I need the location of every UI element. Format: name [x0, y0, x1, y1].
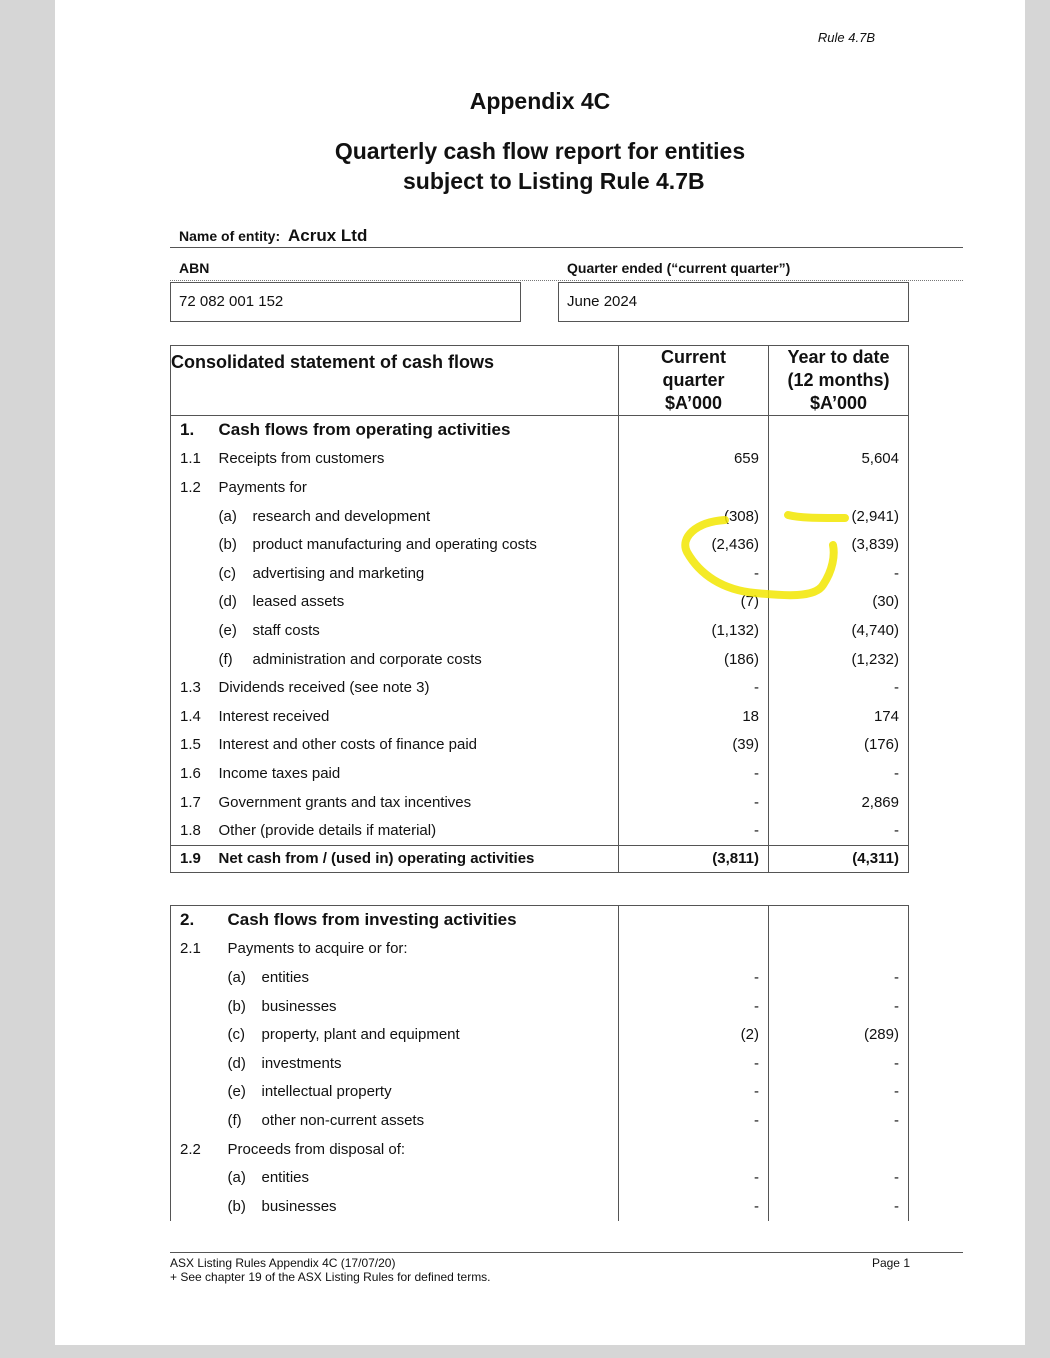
row-label: administration and corporate costs	[252, 650, 482, 668]
row-number: 1.6	[180, 764, 201, 782]
row-letter: (b)	[227, 997, 246, 1015]
row-number: 1.7	[180, 793, 201, 811]
row-label: research and development	[252, 507, 431, 525]
section-title: Cash flows from investing activities	[227, 910, 517, 930]
year-to-date-value: -	[769, 816, 909, 845]
highlight-scribble	[55, 0, 1025, 1345]
year-to-date-value: -	[769, 1163, 909, 1192]
year-to-date-value: -	[769, 1192, 909, 1221]
year-to-date-value: (3,839)	[769, 530, 909, 559]
current-quarter-value: (308)	[619, 502, 769, 531]
row-label: businesses	[261, 1197, 337, 1215]
row-label: advertising and marketing	[252, 564, 425, 582]
row-label: Income taxes paid	[218, 764, 341, 782]
page-number: Page 1	[871, 1256, 910, 1270]
header-year-to-date: Year to date (12 months) $A’000	[769, 346, 909, 416]
row-label: entities	[261, 1169, 310, 1187]
row-number: 1.2	[180, 478, 201, 496]
current-quarter-value: -	[619, 992, 769, 1021]
row-label: other non-current assets	[261, 1111, 425, 1129]
current-quarter-value: (7)	[619, 588, 769, 617]
row-letter: (e)	[227, 1083, 246, 1101]
row-number: 1.8	[180, 822, 201, 840]
row-label: entities	[261, 968, 310, 986]
row-label: Other (provide details if material)	[218, 822, 437, 840]
current-quarter-value: (1,132)	[619, 616, 769, 645]
row-label: businesses	[261, 997, 337, 1015]
row-label: Interest and other costs of finance paid	[218, 736, 477, 754]
year-to-date-value: (2,941)	[769, 502, 909, 531]
year-to-date-value: -	[769, 1078, 909, 1107]
current-quarter-value: -	[619, 1192, 769, 1221]
year-to-date-value: -	[769, 559, 909, 588]
row-number: 1.1	[180, 450, 201, 468]
row-letter: (c)	[227, 1026, 245, 1044]
current-quarter-value: -	[619, 1106, 769, 1135]
year-to-date-value: (4,311)	[769, 845, 909, 872]
year-to-date-value: -	[769, 1106, 909, 1135]
year-to-date-value: -	[769, 992, 909, 1021]
current-quarter-value: -	[619, 963, 769, 992]
rule-reference: Rule 4.7B	[817, 30, 875, 45]
current-quarter-value: (3,811)	[619, 845, 769, 872]
abn-value: 72 082 001 152	[179, 293, 284, 310]
current-quarter-value: 18	[619, 702, 769, 731]
current-quarter-value: (2,436)	[619, 530, 769, 559]
row-label: Payments for	[218, 478, 307, 496]
row-letter: (d)	[227, 1054, 246, 1072]
quarter-label: Quarter ended (“current quarter”)	[567, 260, 791, 276]
section-title: Cash flows from operating activities	[218, 420, 511, 440]
current-quarter-value: -	[619, 1163, 769, 1192]
current-quarter-value: (2)	[619, 1020, 769, 1049]
year-to-date-value: -	[769, 759, 909, 788]
row-number: 1.3	[180, 679, 201, 697]
row-letter: (d)	[218, 593, 237, 611]
row-label: property, plant and equipment	[261, 1026, 460, 1044]
row-label: investments	[261, 1054, 342, 1072]
year-to-date-value: (289)	[769, 1020, 909, 1049]
row-label: Dividends received (see note 3)	[218, 679, 430, 697]
current-quarter-value: -	[619, 816, 769, 845]
footer-line1: ASX Listing Rules Appendix 4C (17/07/20)	[170, 1256, 396, 1270]
row-label: Government grants and tax incentives	[218, 793, 472, 811]
row-label: Receipts from customers	[218, 450, 385, 468]
row-label: Interest received	[218, 707, 330, 725]
row-number: 1.9	[180, 850, 201, 868]
row-label: Payments to acquire or for:	[227, 940, 408, 958]
row-letter: (c)	[218, 564, 236, 582]
row-letter: (e)	[218, 621, 237, 639]
current-quarter-value: 659	[619, 445, 769, 474]
row-letter: (a)	[227, 968, 246, 986]
year-to-date-value: 5,604	[769, 445, 909, 474]
current-quarter-value: -	[619, 759, 769, 788]
row-label: intellectual property	[261, 1083, 392, 1101]
row-letter: (a)	[227, 1169, 246, 1187]
row-label: product manufacturing and operating costs	[252, 536, 537, 554]
current-quarter-value: -	[619, 673, 769, 702]
document-title: Appendix 4C	[469, 88, 611, 114]
year-to-date-value: -	[769, 673, 909, 702]
document-subtitle-line1: Quarterly cash flow report for entities	[334, 138, 746, 164]
section-number: 2.	[180, 910, 195, 930]
row-number: 2.2	[180, 1140, 201, 1158]
year-to-date-value: -	[769, 963, 909, 992]
year-to-date-value: (176)	[769, 731, 909, 760]
current-quarter-value: (186)	[619, 645, 769, 674]
row-label: leased assets	[252, 593, 345, 611]
entity-name: Acrux Ltd	[288, 226, 368, 245]
row-letter: (b)	[227, 1197, 246, 1215]
current-quarter-value: -	[619, 788, 769, 817]
abn-label: ABN	[179, 260, 210, 276]
section-number: 1.	[180, 420, 195, 440]
row-letter: (f)	[218, 650, 233, 668]
document-subtitle-line2: subject to Listing Rule 4.7B	[403, 168, 705, 194]
year-to-date-value: 2,869	[769, 788, 909, 817]
row-letter: (a)	[218, 507, 237, 525]
current-quarter-value: -	[619, 559, 769, 588]
quarter-value: June 2024	[567, 293, 638, 310]
header-current-quarter: Current quarter $A’000	[619, 346, 769, 416]
year-to-date-value: 174	[769, 702, 909, 731]
year-to-date-value: (1,232)	[769, 645, 909, 674]
entity-label: Name of entity:	[179, 228, 281, 244]
row-number: 2.1	[180, 940, 201, 958]
current-quarter-value: (39)	[619, 731, 769, 760]
document-page	[55, 0, 1025, 1345]
table-header-title: Consolidated statement of cash flows	[171, 352, 495, 372]
year-to-date-value: -	[769, 1049, 909, 1078]
row-number: 1.4	[180, 707, 201, 725]
row-number: 1.5	[180, 736, 201, 754]
current-quarter-value: -	[619, 1078, 769, 1107]
year-to-date-value: (30)	[769, 588, 909, 617]
row-letter: (f)	[227, 1111, 242, 1129]
row-label: Net cash from / (used in) operating activities	[218, 850, 535, 868]
footer-line2: + See chapter 19 of the ASX Listing Rules for defined terms.	[170, 1270, 491, 1284]
row-label: Proceeds from disposal of:	[227, 1140, 406, 1158]
year-to-date-value: (4,740)	[769, 616, 909, 645]
row-label: staff costs	[252, 621, 320, 639]
row-letter: (b)	[218, 536, 237, 554]
current-quarter-value: -	[619, 1049, 769, 1078]
